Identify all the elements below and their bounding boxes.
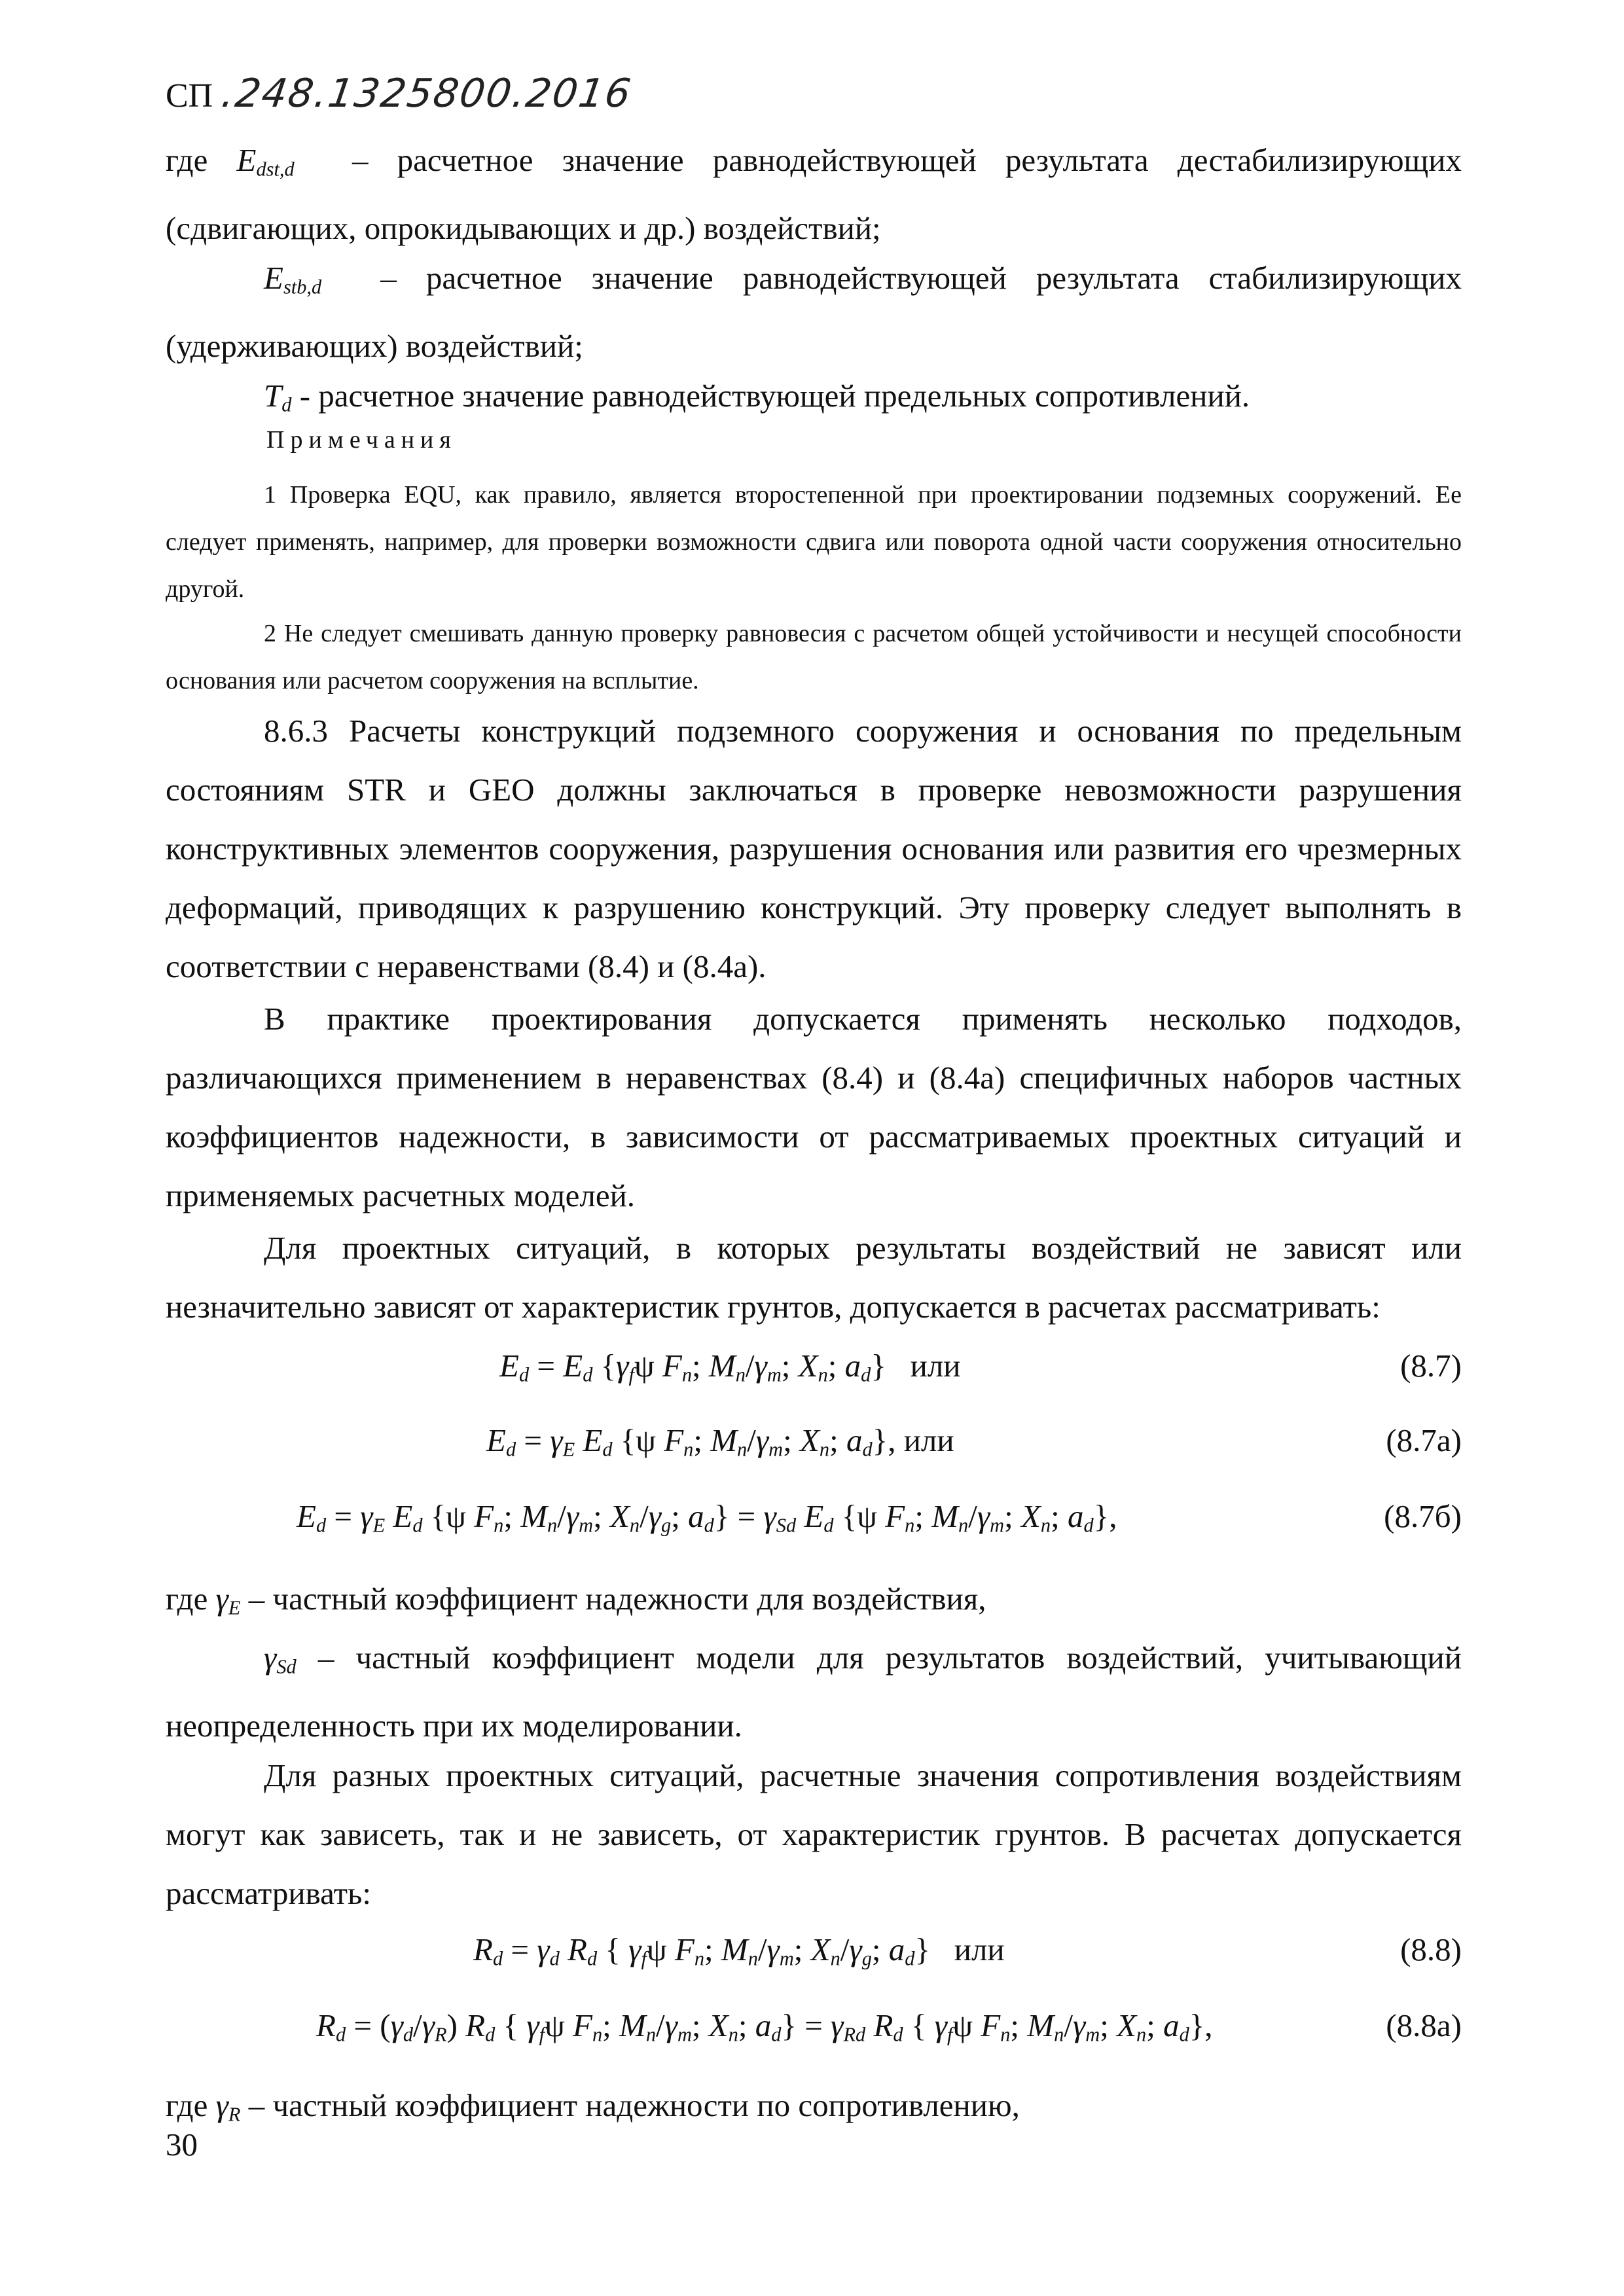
page-number: 30 (166, 2126, 198, 2162)
equation-number: (8.7а) (1386, 1422, 1462, 1458)
equation-8-7a: $E_d = \gamma_E$ $E_d$ {ψ $F_n$; $M_n/\gamma_m$; $X_n$; $a_d$}, или (8.7а) (486, 1422, 1462, 1461)
header-prefix: СП (166, 77, 213, 115)
paragraph-situations: Для проектных ситуаций, в которых результаты воздействий не зависят или незначительно зависят от характеристик грунтов, допускается в расчетах рассматривать: (166, 1230, 1462, 1325)
note-1: 1 Проверка EQU, как правило, является второстепенной при проектировании подземных сооружений. Ее следует применять, например, для проверки возможности сдвига или поворота одной части сооружения относительно другой. (166, 481, 1462, 603)
definition-gamma-sd: $\gamma_{Sd}$ – частный коэффициент модели для результатов воздействий, учитывающий неопределенность при их моделировании. (166, 1640, 1462, 1744)
handwritten-code: .248.1325800.2016 (219, 71, 635, 117)
equation-8-8: $R_d = \gamma_d$ $R_d$ { $\gamma_f\psi$ $F_n$; $M_n/\gamma_m$; $X_n/\gamma_g$; $a_d$} или (8.8) (473, 1931, 1462, 1970)
equation-number: (8.7) (1400, 1348, 1462, 1384)
equation-8-8a: $R_d = (\gamma_d/\gamma_R)$ $R_d$ { $\gamma_f\psi$ $F_n$; $M_n/\gamma_m$; $X_n$; $a_d\} = \gamma_{Rd}$ $R_d$ { $\gamma_f\psi$ $F_n$; $M_n/\gamma_m$; $X_n$; $a_d$}, (8.8а) (316, 2007, 1462, 2046)
notes-title: Примечания (266, 426, 457, 454)
definition-gamma-r: где $\gamma_R$ – частный коэффициент надежности по сопротивлению, (166, 2087, 1020, 2126)
definition-estb: $E_{stb,d}$ – расчетное значение равнодействующей результата стабилизирующих (удерживающих) воздействий; (166, 260, 1462, 364)
note-2: 2 Не следует смешивать данную проверку равновесия с расчетом общей устойчивости и несущей способности основания или расчетом сооружения на всплытие. (166, 620, 1462, 694)
paragraph-8-6-3: 8.6.3 Расчеты конструкций подземного сооружения и основания по предельным состояниям STR и GEO должны заключаться в проверке невозможности разрушения конструктивных элементов сооружения, разрушения основания или развития его чрезмерных деформаций, приводящих к разрушению конструкций. Эту проверку следует выполнять в соответствии с неравенствами (8.4) и (8.4а). (166, 713, 1462, 984)
definition-td: $T_d$ - расчетное значение равнодействующей предельных сопротивлений. (264, 378, 1250, 416)
equation-number: (8.8) (1400, 1931, 1462, 1967)
definition-edst: где $E_{dst,d}$ – расчетное значение равнодействующей результата дестабилизирующих (сдвигающих, опрокидывающих и др.) воздействий; (166, 142, 1462, 246)
document-header (166, 71, 635, 117)
equation-8-7b: $E_d = \gamma_E$ $E_d$ {ψ $F_n$; $M_n/\gamma_m$; $X_n/\gamma_g$; $a_d\} = \gamma_{Sd}$ $E_d$ {ψ $F_n$; $M_n/\gamma_m$; $X_n$; $a_d$}, (8.7б) (297, 1498, 1462, 1537)
paragraph-resistance: Для разных проектных ситуаций, расчетные значения сопротивления воздействиям могут как зависеть, так и не зависеть, от характеристик грунтов. В расчетах допускается рассматривать: (166, 1757, 1462, 1911)
paragraph-practice: В практике проектирования допускается применять несколько подходов, различающихся применением в неравенствах (8.4) и (8.4а) специфичных наборов частных коэффициентов надежности, в зависимости от рассматриваемых проектных ситуаций и применяемых расчетных моделей. (166, 1001, 1462, 1213)
equation-number: (8.8а) (1386, 2007, 1462, 2043)
equation-8-7: $E_d = E_d$ {$\gamma_f\psi$ $F_n$; $M_n/\gamma_m$; $X_n$; $a_d$} или (8.7) (499, 1348, 1462, 1386)
equation-number: (8.7б) (1384, 1498, 1462, 1534)
definition-gamma-e: где $\gamma_E$ – частный коэффициент надежности для воздействия, (166, 1581, 986, 1619)
